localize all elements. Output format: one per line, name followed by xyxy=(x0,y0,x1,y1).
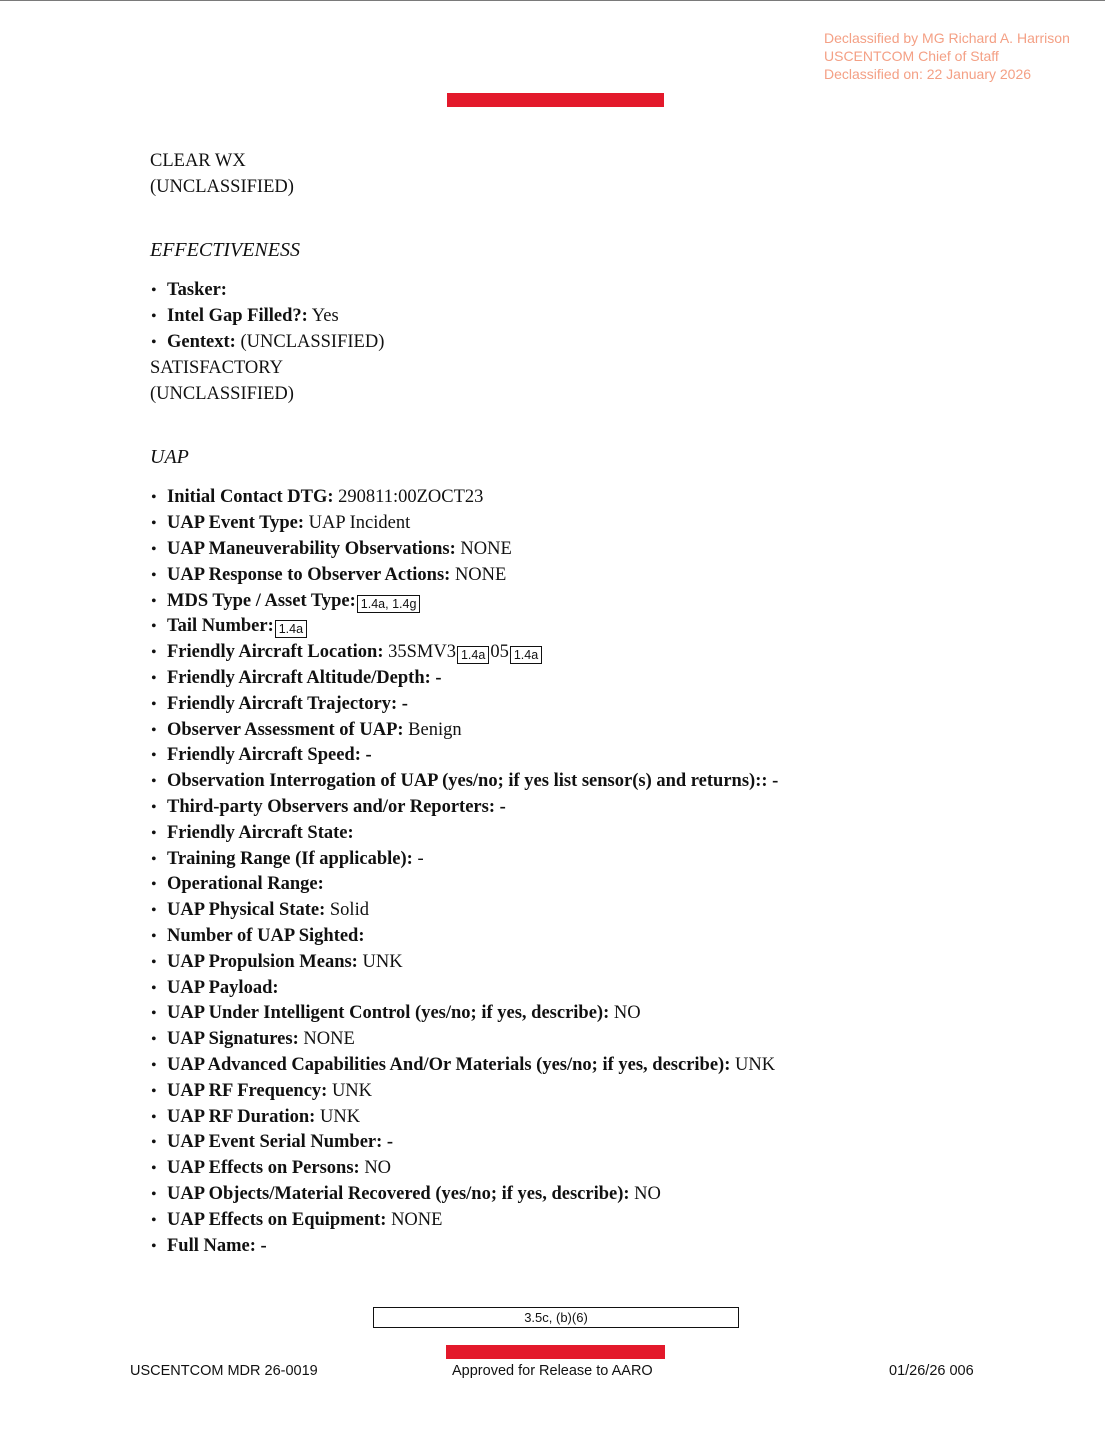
redaction-box: 1.4a, 1.4g xyxy=(357,595,421,613)
field-item xyxy=(150,330,1050,356)
field-value: NONE xyxy=(391,1209,443,1230)
gentext-classification: (UNCLASSIFIED) xyxy=(150,384,294,405)
declassified-authority: USCENTCOM Chief of Staff xyxy=(824,48,999,64)
field-label: UAP Event Serial Number: - xyxy=(167,1132,394,1153)
field-item xyxy=(150,692,1050,718)
field-label: Tasker: xyxy=(167,280,227,300)
field-item xyxy=(150,278,1050,304)
field-value: UNK xyxy=(331,1080,373,1101)
field-item xyxy=(150,743,1050,769)
field-item xyxy=(150,666,1050,692)
field-value: NONE xyxy=(303,1029,355,1050)
field-label: Friendly Aircraft Altitude/Depth: - xyxy=(167,667,442,688)
top-classification-bar xyxy=(447,93,664,107)
top-rule xyxy=(0,0,1105,1)
field-label: UAP Maneuverability Observations: xyxy=(167,538,456,559)
field-item xyxy=(150,769,1050,795)
field-item xyxy=(150,1156,1050,1182)
field-value: UNK xyxy=(735,1054,776,1075)
field-item xyxy=(150,872,1050,898)
field-label: UAP Signatures: xyxy=(167,1029,299,1050)
field-item xyxy=(150,304,1050,330)
field-value: - xyxy=(417,848,424,869)
field-item xyxy=(150,589,1050,615)
field-value: Yes xyxy=(311,305,339,326)
effectiveness-heading: EFFECTIVENESS xyxy=(150,239,300,261)
redaction-box: 1.4a xyxy=(275,620,307,638)
field-item xyxy=(150,1027,1050,1053)
field-label: Friendly Aircraft Speed: - xyxy=(167,745,372,766)
field-item xyxy=(150,511,1050,537)
field-item xyxy=(150,1001,1050,1027)
field-label: Observer Assessment of UAP: xyxy=(167,719,404,740)
field-label: Third-party Observers and/or Reporters: - xyxy=(167,796,506,817)
field-label: UAP Effects on Equipment: xyxy=(167,1209,387,1230)
weather-text: CLEAR WX xyxy=(150,151,246,171)
weather-classification: (UNCLASSIFIED) xyxy=(150,177,294,197)
field-label: Intel Gap Filled?: xyxy=(167,305,308,326)
field-label: Full Name: - xyxy=(167,1235,267,1256)
field-label: UAP Physical State: xyxy=(167,900,326,921)
field-value: NO xyxy=(634,1183,661,1204)
field-label: Observation Interrogation of UAP (yes/no; if yes list sensor(s) and returns):: - xyxy=(167,771,779,792)
bottom-classification-bar xyxy=(446,1345,665,1359)
field-label: UAP Propulsion Means: xyxy=(167,951,358,972)
field-item xyxy=(150,563,1050,589)
field-item xyxy=(150,1182,1050,1208)
field-label: UAP RF Frequency: xyxy=(167,1080,328,1101)
field-label: Training Range (If applicable): xyxy=(167,848,413,869)
field-value: NONE xyxy=(460,538,512,559)
bottom-redaction-box: 3.5c, (b)(6) xyxy=(373,1307,739,1328)
field-label: Friendly Aircraft Location: xyxy=(167,642,384,663)
field-value: UNK xyxy=(362,951,403,972)
field-label: Operational Range: xyxy=(167,874,324,895)
declassified-by: Declassified by MG Richard A. Harrison xyxy=(824,30,1070,46)
field-item xyxy=(150,847,1050,873)
field-value: Benign xyxy=(408,719,462,740)
uap-heading: UAP xyxy=(150,446,189,469)
gentext-value: SATISFACTORY xyxy=(150,358,283,379)
field-value: (UNCLASSIFIED) xyxy=(240,331,385,352)
declassified-date: Declassified on: 22 January 2026 xyxy=(824,66,1032,82)
field-value: Solid xyxy=(329,900,369,921)
footer-release-note: Approved for Release to AARO xyxy=(452,1363,653,1379)
field-item xyxy=(150,821,1050,847)
field-label: UAP Advanced Capabilities And/Or Materials (yes/no; if yes, describe): xyxy=(167,1054,731,1075)
field-label: Friendly Aircraft State: xyxy=(167,822,354,843)
field-item xyxy=(150,795,1050,821)
field-item xyxy=(150,640,1050,666)
field-value: UAP Incident xyxy=(308,513,411,534)
field-value: 290811:00ZOCT23 xyxy=(338,487,484,508)
field-value: NO xyxy=(364,1158,392,1179)
field-value: UNK xyxy=(319,1106,361,1127)
field-item xyxy=(150,1053,1050,1079)
field-label: Gentext: xyxy=(167,331,236,352)
field-label: UAP RF Duration: xyxy=(167,1106,316,1127)
field-item xyxy=(150,1105,1050,1131)
field-item xyxy=(150,485,1050,511)
field-label: UAP Under Intelligent Control (yes/no; if yes, describe): xyxy=(167,1003,610,1024)
field-item xyxy=(150,898,1050,924)
field-label: Tail Number: xyxy=(167,616,274,637)
field-item xyxy=(150,1079,1050,1105)
field-label: UAP Effects on Persons: xyxy=(167,1158,360,1179)
field-value: NONE xyxy=(454,564,507,585)
field-label: UAP Event Type: xyxy=(167,513,305,534)
field-item xyxy=(150,718,1050,744)
redaction-box: 1.4a xyxy=(510,646,542,664)
document-body xyxy=(150,148,1050,1259)
field-label: Initial Contact DTG: xyxy=(167,487,334,508)
field-item xyxy=(150,924,1050,950)
field-label: Friendly Aircraft Trajectory: - xyxy=(167,693,408,714)
field-item xyxy=(150,1208,1050,1234)
footer-mdr-number: USCENTCOM MDR 26-0019 xyxy=(130,1363,318,1379)
redaction-box: 1.4a xyxy=(457,646,489,664)
field-item xyxy=(150,976,1050,1002)
field-value: 05 xyxy=(490,642,509,663)
field-item xyxy=(150,1130,1050,1156)
footer-date-page: 01/26/26 006 xyxy=(889,1363,974,1379)
field-label: UAP Response to Observer Actions: xyxy=(167,564,451,585)
field-item xyxy=(150,614,1050,640)
field-value: NO xyxy=(613,1003,641,1024)
field-label: Number of UAP Sighted: xyxy=(167,925,365,946)
field-value: 35SMV3 xyxy=(388,642,456,663)
field-label: MDS Type / Asset Type: xyxy=(167,590,356,611)
field-label: UAP Payload: xyxy=(167,977,279,998)
field-item xyxy=(150,537,1050,563)
field-label: UAP Objects/Material Recovered (yes/no; if yes, describe): xyxy=(167,1183,630,1204)
uap-field-list xyxy=(150,485,1050,1259)
declassification-stamp xyxy=(824,29,1070,83)
field-item xyxy=(150,1234,1050,1260)
field-item xyxy=(150,950,1050,976)
effectiveness-list xyxy=(150,278,1050,355)
